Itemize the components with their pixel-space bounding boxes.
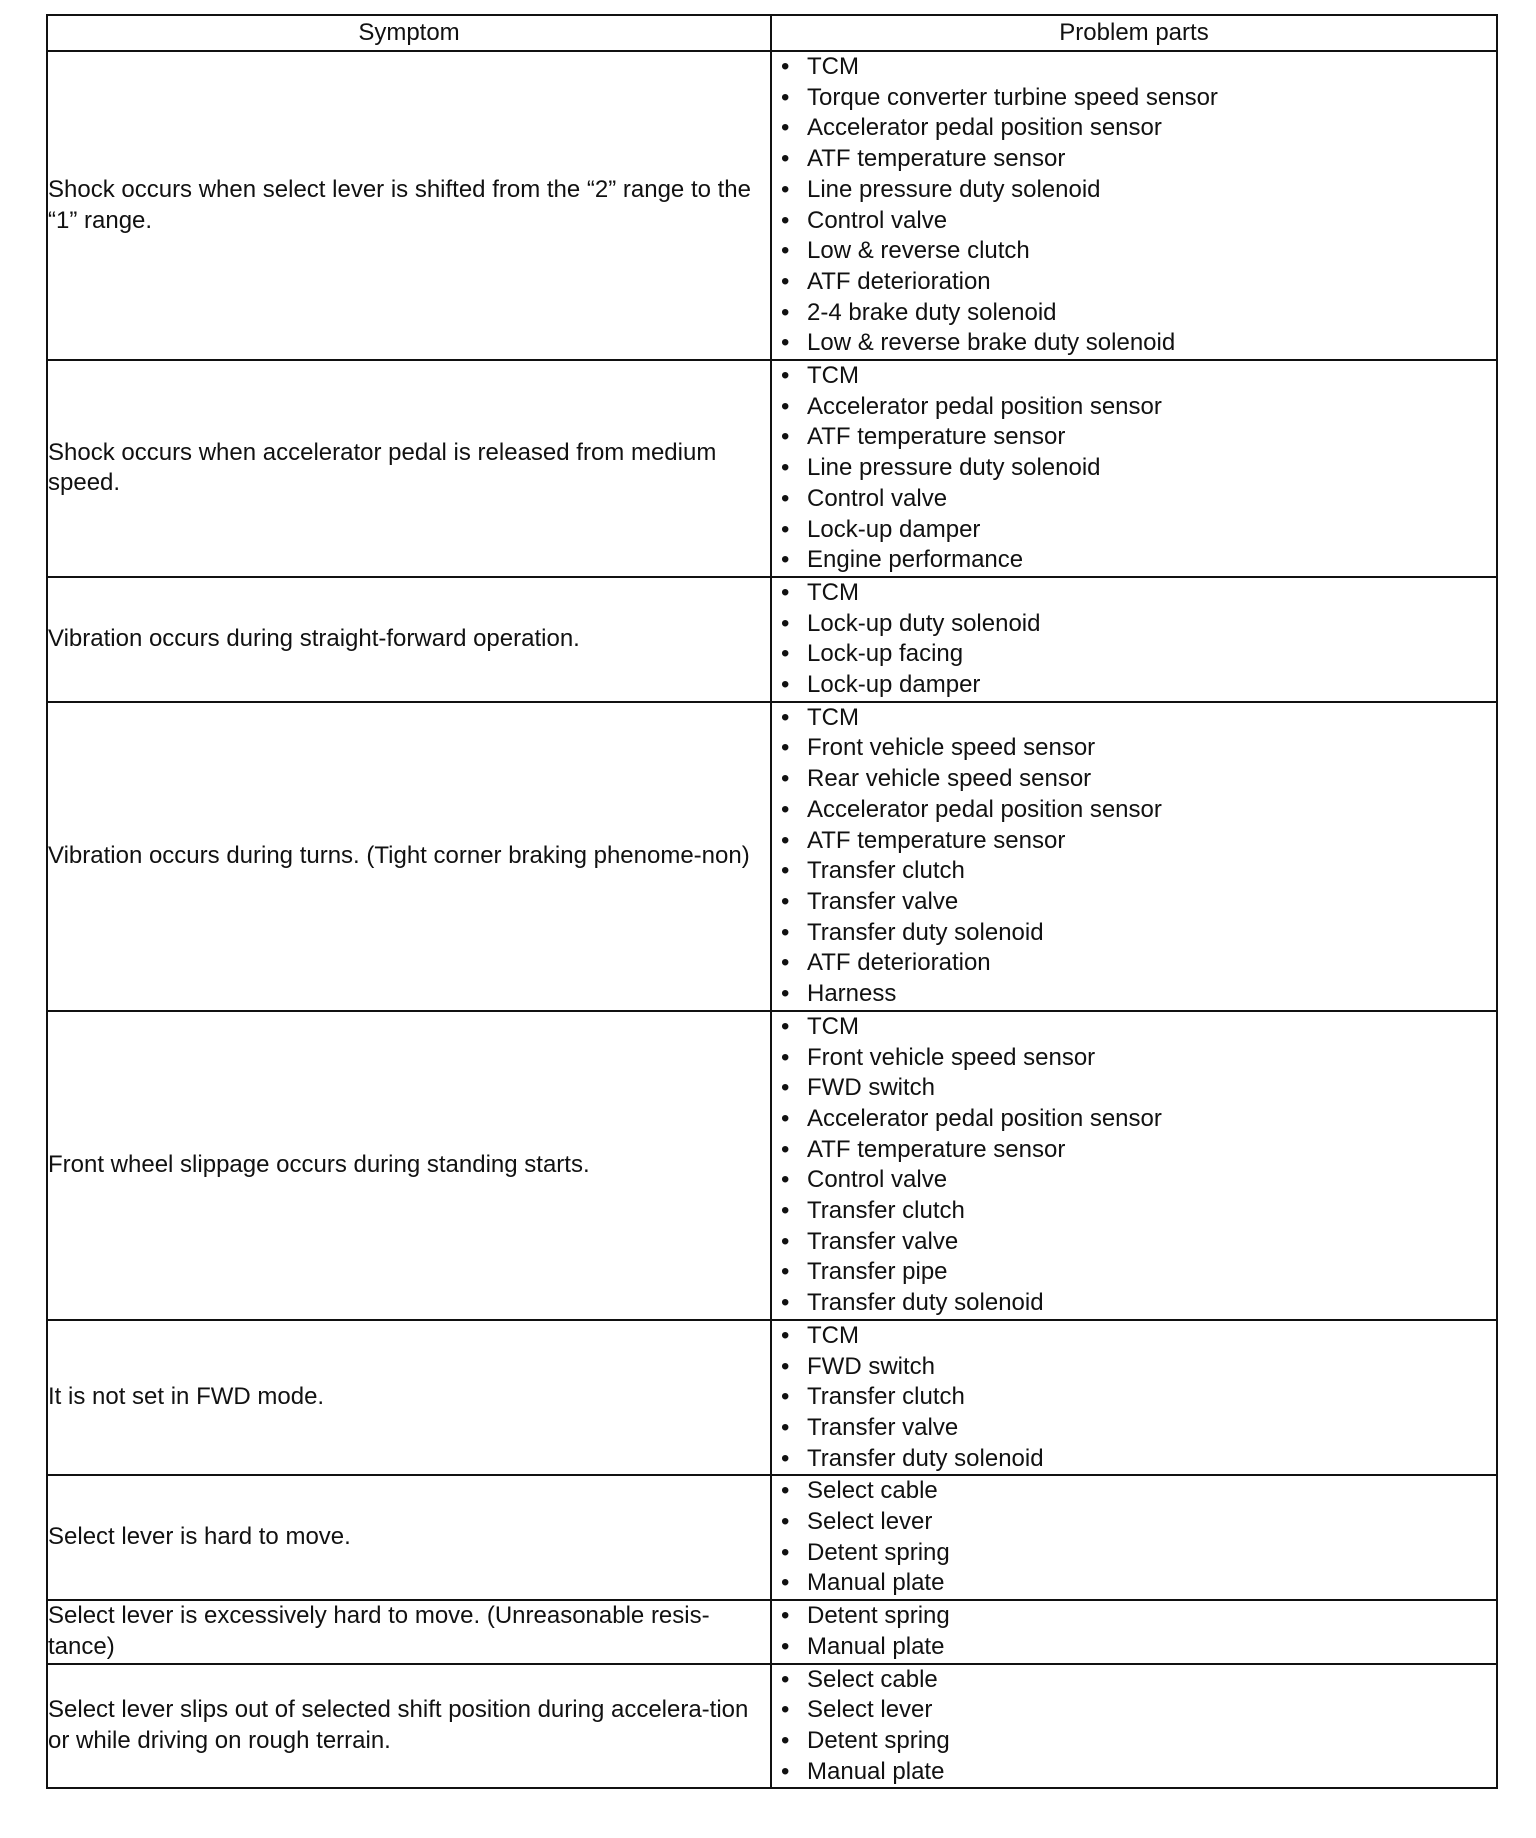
list-item: • Select cable <box>772 1476 1496 1507</box>
list-item: • TCM <box>772 1012 1496 1043</box>
symptom-cell: Shock occurs when select lever is shifted from the “2” range to the “1” range. <box>47 51 771 360</box>
table-row <box>47 1600 1497 1663</box>
problem-parts-cell <box>771 360 1497 577</box>
symptom-cell: It is not set in FWD mode. <box>47 1320 771 1476</box>
problem-parts-cell <box>771 577 1497 702</box>
table-row <box>47 1475 1497 1600</box>
list-item: • Control valve <box>772 206 1496 237</box>
list-item: • FWD switch <box>772 1352 1496 1383</box>
list-item: • Manual plate <box>772 1757 1496 1788</box>
list-item: • Torque converter turbine speed sensor <box>772 83 1496 114</box>
list-item: • ATF deterioration <box>772 948 1496 979</box>
list-item: • TCM <box>772 578 1496 609</box>
list-item: • ATF temperature sensor <box>772 826 1496 857</box>
list-item: • Detent spring <box>772 1538 1496 1569</box>
symptom-cell: Select lever is excessively hard to move. (Unreasonable resis-tance) <box>47 1600 771 1663</box>
table-body <box>47 51 1497 1788</box>
list-item: • ATF temperature sensor <box>772 144 1496 175</box>
list-item: • Control valve <box>772 1165 1496 1196</box>
table-row <box>47 1011 1497 1320</box>
problem-parts-list <box>772 52 1496 359</box>
list-item: • Control valve <box>772 484 1496 515</box>
list-item: • Select lever <box>772 1695 1496 1726</box>
list-item: • Transfer valve <box>772 1227 1496 1258</box>
list-item: • Engine performance <box>772 545 1496 576</box>
problem-parts-list <box>772 1321 1496 1475</box>
header-row <box>47 15 1497 51</box>
problem-parts-cell <box>771 1475 1497 1600</box>
problem-parts-cell <box>771 1320 1497 1476</box>
list-item: • Lock-up facing <box>772 639 1496 670</box>
list-item: • TCM <box>772 52 1496 83</box>
list-item: • Low & reverse clutch <box>772 236 1496 267</box>
list-item: • Accelerator pedal position sensor <box>772 1104 1496 1135</box>
list-item: • Manual plate <box>772 1568 1496 1599</box>
list-item: • Manual plate <box>772 1632 1496 1663</box>
list-item: • TCM <box>772 361 1496 392</box>
table-row <box>47 1320 1497 1476</box>
symptom-cell: Vibration occurs during turns. (Tight corner braking phenome-non) <box>47 702 771 1011</box>
problem-parts-cell <box>771 51 1497 360</box>
table-row <box>47 51 1497 360</box>
diagnosis-sheet <box>46 14 1496 1789</box>
symptom-cell: Select lever slips out of selected shift position during accelera-tion or while driving on rough terrain. <box>47 1664 771 1789</box>
problem-parts-cell <box>771 1011 1497 1320</box>
list-item: • Harness <box>772 979 1496 1010</box>
list-item: • Transfer duty solenoid <box>772 1444 1496 1475</box>
list-item: • Line pressure duty solenoid <box>772 453 1496 484</box>
list-item: • TCM <box>772 703 1496 734</box>
symptom-cell: Select lever is hard to move. <box>47 1475 771 1600</box>
list-item: • ATF deterioration <box>772 267 1496 298</box>
list-item: • Transfer valve <box>772 1413 1496 1444</box>
table-row <box>47 702 1497 1011</box>
list-item: • Transfer duty solenoid <box>772 918 1496 949</box>
problem-parts-cell <box>771 1600 1497 1663</box>
list-item: • Accelerator pedal position sensor <box>772 113 1496 144</box>
list-item: • Detent spring <box>772 1726 1496 1757</box>
list-item: • Transfer clutch <box>772 1196 1496 1227</box>
symptom-cell: Front wheel slippage occurs during standing starts. <box>47 1011 771 1320</box>
problem-parts-column-header: Problem parts <box>771 15 1497 51</box>
list-item: • Front vehicle speed sensor <box>772 1043 1496 1074</box>
problem-parts-list <box>772 578 1496 701</box>
list-item: • Lock-up duty solenoid <box>772 609 1496 640</box>
list-item: • ATF temperature sensor <box>772 1135 1496 1166</box>
list-item: • FWD switch <box>772 1073 1496 1104</box>
list-item: • Transfer clutch <box>772 856 1496 887</box>
list-item: • Transfer pipe <box>772 1257 1496 1288</box>
list-item: • Transfer clutch <box>772 1382 1496 1413</box>
table-row <box>47 577 1497 702</box>
table-row <box>47 1664 1497 1789</box>
problem-parts-list <box>772 1012 1496 1319</box>
list-item: • Lock-up damper <box>772 670 1496 701</box>
list-item: • TCM <box>772 1321 1496 1352</box>
table-header <box>47 15 1497 51</box>
list-item: • 2-4 brake duty solenoid <box>772 298 1496 329</box>
list-item: • Detent spring <box>772 1601 1496 1632</box>
symptom-table <box>46 14 1498 1789</box>
list-item: • Low & reverse brake duty solenoid <box>772 328 1496 359</box>
list-item: • Front vehicle speed sensor <box>772 733 1496 764</box>
list-item: • Accelerator pedal position sensor <box>772 795 1496 826</box>
list-item: • Rear vehicle speed sensor <box>772 764 1496 795</box>
symptom-column-header: Symptom <box>47 15 771 51</box>
list-item: • Line pressure duty solenoid <box>772 175 1496 206</box>
list-item: • Select lever <box>772 1507 1496 1538</box>
list-item: • Accelerator pedal position sensor <box>772 392 1496 423</box>
list-item: • Transfer valve <box>772 887 1496 918</box>
problem-parts-list <box>772 1665 1496 1788</box>
problem-parts-list <box>772 703 1496 1010</box>
problem-parts-list <box>772 361 1496 576</box>
symptom-cell: Shock occurs when accelerator pedal is released from medium speed. <box>47 360 771 577</box>
list-item: • Select cable <box>772 1665 1496 1696</box>
table-row <box>47 360 1497 577</box>
symptom-cell: Vibration occurs during straight-forward operation. <box>47 577 771 702</box>
problem-parts-list <box>772 1476 1496 1599</box>
list-item: • Transfer duty solenoid <box>772 1288 1496 1319</box>
list-item: • ATF temperature sensor <box>772 422 1496 453</box>
problem-parts-cell <box>771 702 1497 1011</box>
problem-parts-list <box>772 1601 1496 1662</box>
list-item: • Lock-up damper <box>772 515 1496 546</box>
problem-parts-cell <box>771 1664 1497 1789</box>
